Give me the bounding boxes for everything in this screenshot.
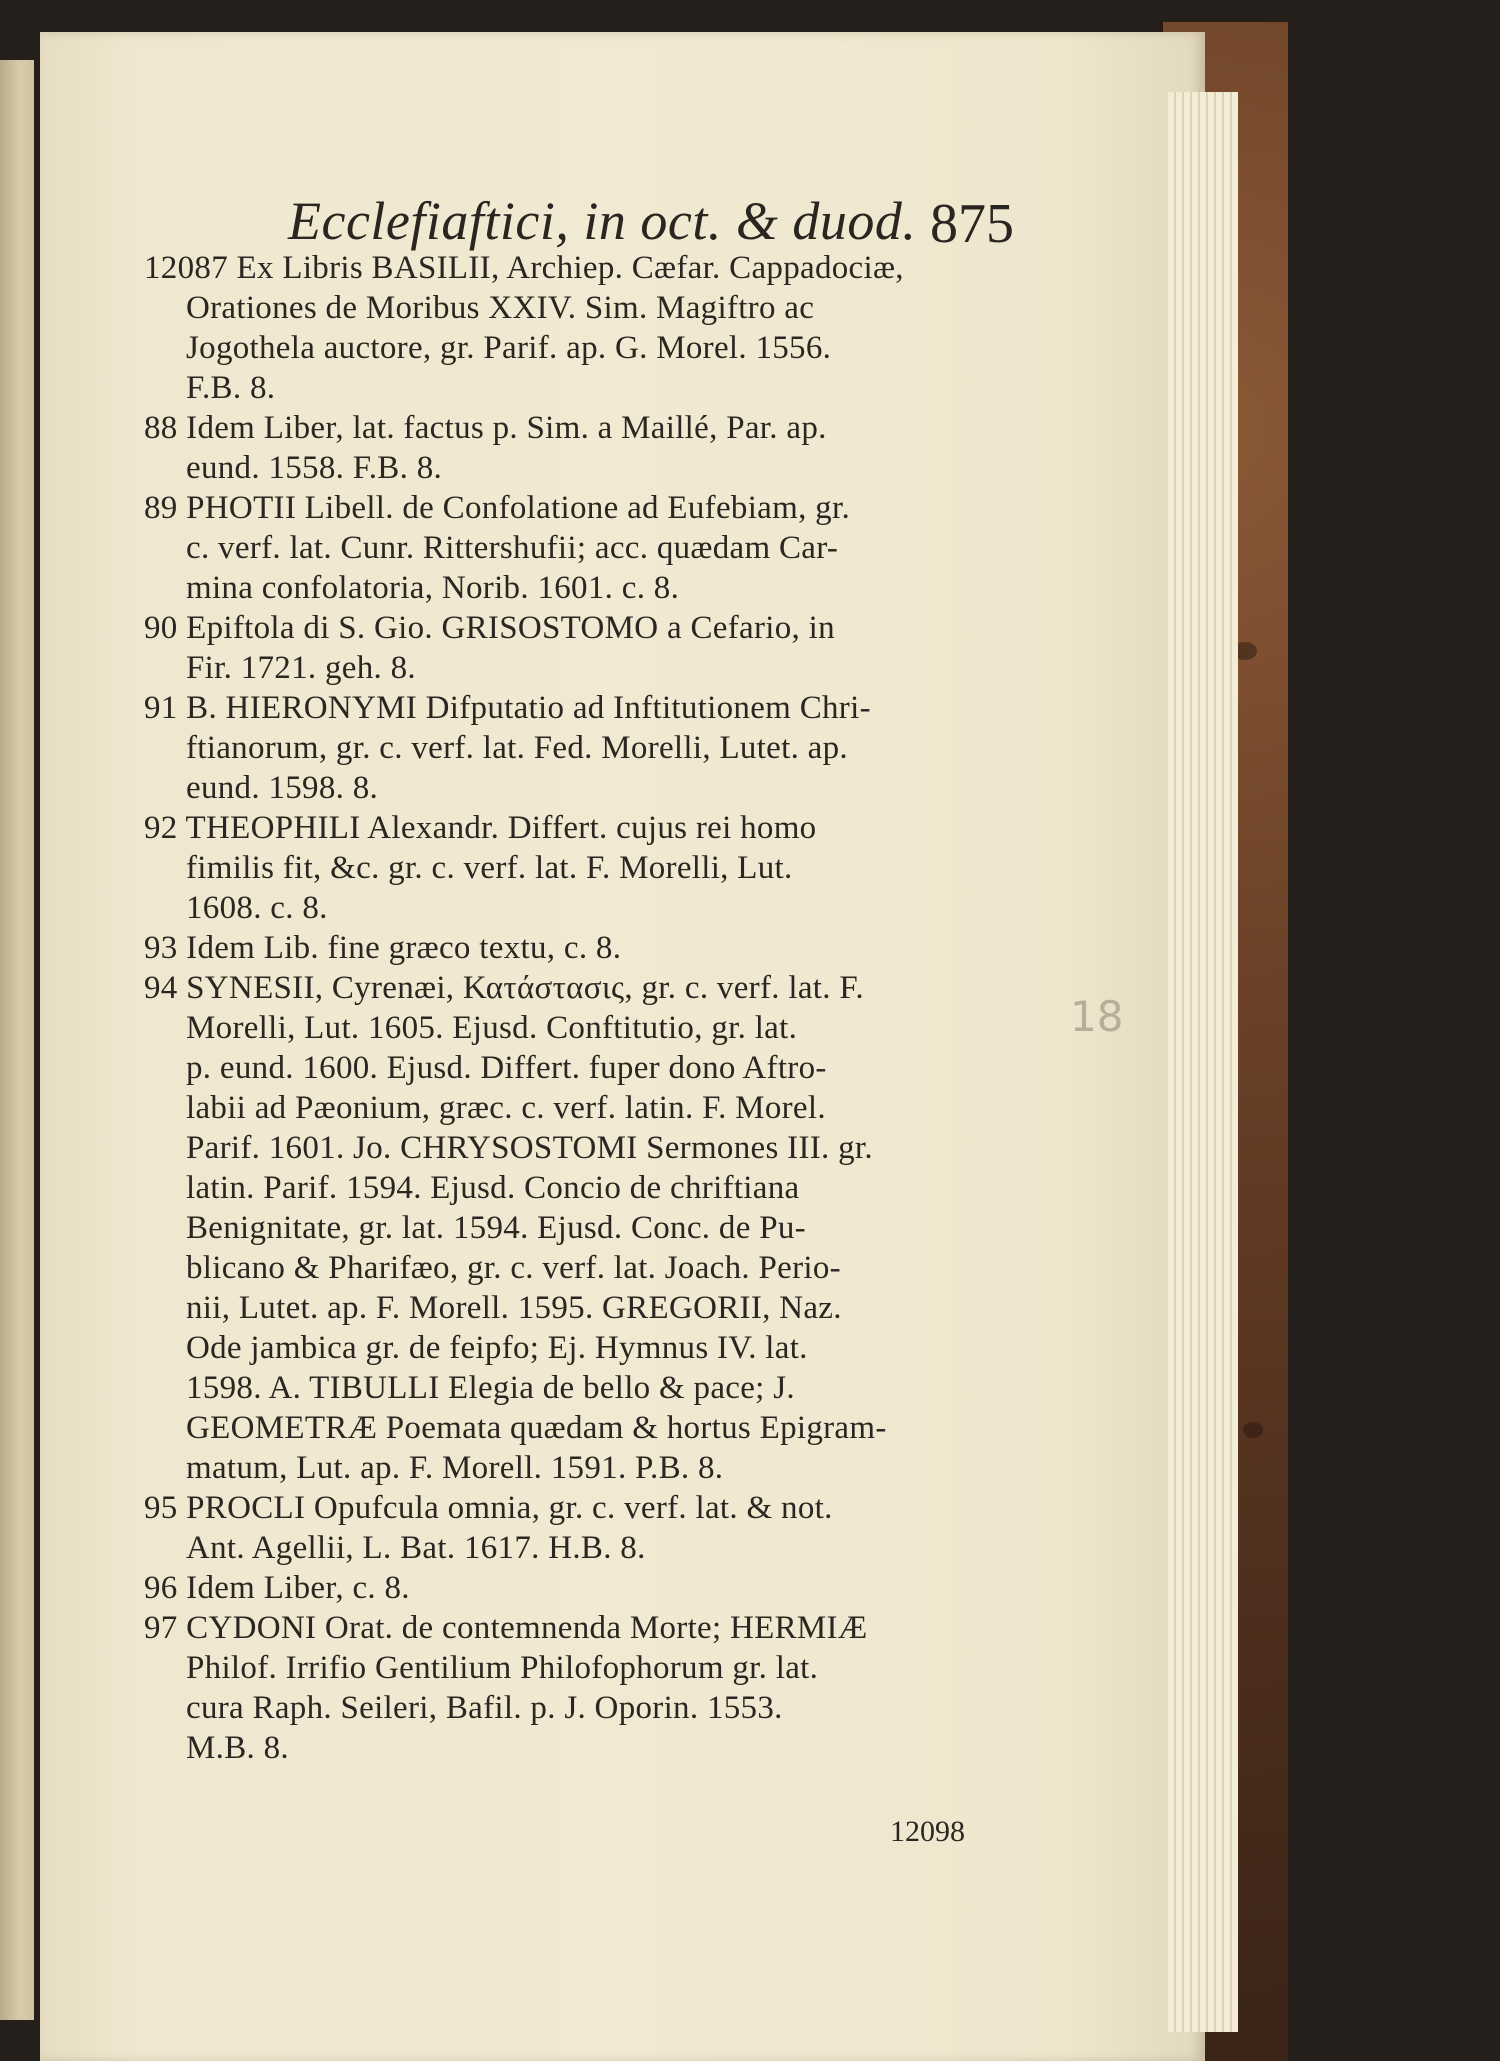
text-line: 90 Epiftola di S. Gio. GRISOSTOMO a Cefario, in — [144, 610, 835, 646]
text-line: 1608. c. 8. — [186, 890, 328, 926]
text-line: 94 SYNESII, Cyrenæi, Κατάστασις, gr. c. verf. lat. F. — [144, 970, 864, 1006]
text-line: Orationes de Moribus XXIV. Sim. Magiftro ac — [186, 290, 815, 326]
text-line: 91 B. HIERONYMI Difputatio ad Inftitutionem Chri- — [144, 690, 871, 726]
text-line: 1598. A. TIBULLI Elegia de bello & pace; J. — [186, 1370, 795, 1406]
text-line: 97 CYDONI Orat. de contemnenda Morte; HERMIÆ — [144, 1610, 868, 1646]
pencil-margin-note: 18 — [1070, 992, 1124, 1041]
text-line: M.B. 8. — [186, 1730, 289, 1766]
text-line: mina confolatoria, Norib. 1601. c. 8. — [186, 570, 680, 606]
text-line: 88 Idem Liber, lat. factus p. Sim. a Maillé, Par. ap. — [144, 410, 827, 446]
text-line: cura Raph. Seileri, Bafil. p. J. Oporin. 1553. — [186, 1690, 783, 1726]
text-line: p. eund. 1600. Ejusd. Differt. fuper dono Aftro- — [186, 1050, 827, 1086]
facing-page-edge — [0, 60, 34, 2020]
running-title: Ecclefiaftici, in oct. & duod. — [288, 191, 917, 251]
page-edges — [1168, 92, 1238, 2032]
text-line: F.B. 8. — [186, 370, 276, 406]
catchword: 12098 — [890, 1815, 965, 1848]
text-line: Benignitate, gr. lat. 1594. Ejusd. Conc. de Pu- — [186, 1210, 806, 1246]
text-line: Ode jambica gr. de feipfo; Ej. Hymnus IV. lat. — [186, 1330, 808, 1366]
text-line: 89 PHOTII Libell. de Confolatione ad Eufebiam, gr. — [144, 490, 851, 526]
text-line: blicano & Pharifæo, gr. c. verf. lat. Joach. Perio- — [186, 1250, 841, 1286]
text-line: 95 PROCLI Opufcula omnia, gr. c. verf. lat. & not. — [144, 1490, 833, 1526]
text-line: Ant. Agellii, L. Bat. 1617. H.B. 8. — [186, 1530, 646, 1566]
text-line: fimilis fit, &c. gr. c. verf. lat. F. Morelli, Lut. — [186, 850, 793, 886]
text-line: 12087 Ex Libris BASILII, Archiep. Cæfar. Cappadociæ, — [144, 250, 904, 286]
text-line: ftianorum, gr. c. verf. lat. Fed. Morelli, Lutet. ap. — [186, 730, 848, 766]
text-line: Philof. Irrifio Gentilium Philofophorum gr. lat. — [186, 1650, 819, 1686]
text-line: Fir. 1721. geh. 8. — [186, 650, 416, 686]
text-line: 93 Idem Lib. fine græco textu, c. 8. — [144, 930, 622, 966]
text-line: 92 THEOPHILI Alexandr. Differt. cujus rei homo — [144, 810, 817, 846]
text-line: GEOMETRÆ Poemata quædam & hortus Epigram- — [186, 1410, 887, 1446]
text-line: matum, Lut. ap. F. Morell. 1591. P.B. 8. — [186, 1450, 724, 1486]
text-line: Morelli, Lut. 1605. Ejusd. Conftitutio, gr. lat. — [186, 1010, 798, 1046]
text-line: eund. 1558. F.B. 8. — [186, 450, 443, 486]
text-line: eund. 1598. 8. — [186, 770, 379, 806]
text-line: 96 Idem Liber, c. 8. — [144, 1570, 410, 1606]
text-line: Jogothela auctore, gr. Parif. ap. G. Morel. 1556. — [186, 330, 832, 366]
text-line: labii ad Pæonium, græc. c. verf. latin. F. Morel. — [186, 1090, 826, 1126]
page-number: 875 — [930, 193, 1014, 255]
text-line: nii, Lutet. ap. F. Morell. 1595. GREGORII, Naz. — [186, 1290, 842, 1326]
text-line: latin. Parif. 1594. Ejusd. Concio de chriftiana — [186, 1170, 800, 1206]
text-line: Parif. 1601. Jo. CHRYSOSTOMI Sermones III. gr. — [186, 1130, 873, 1166]
text-line: c. verf. lat. Cunr. Rittershufii; acc. quædam Car- — [186, 530, 839, 566]
book-page — [40, 32, 1205, 2061]
